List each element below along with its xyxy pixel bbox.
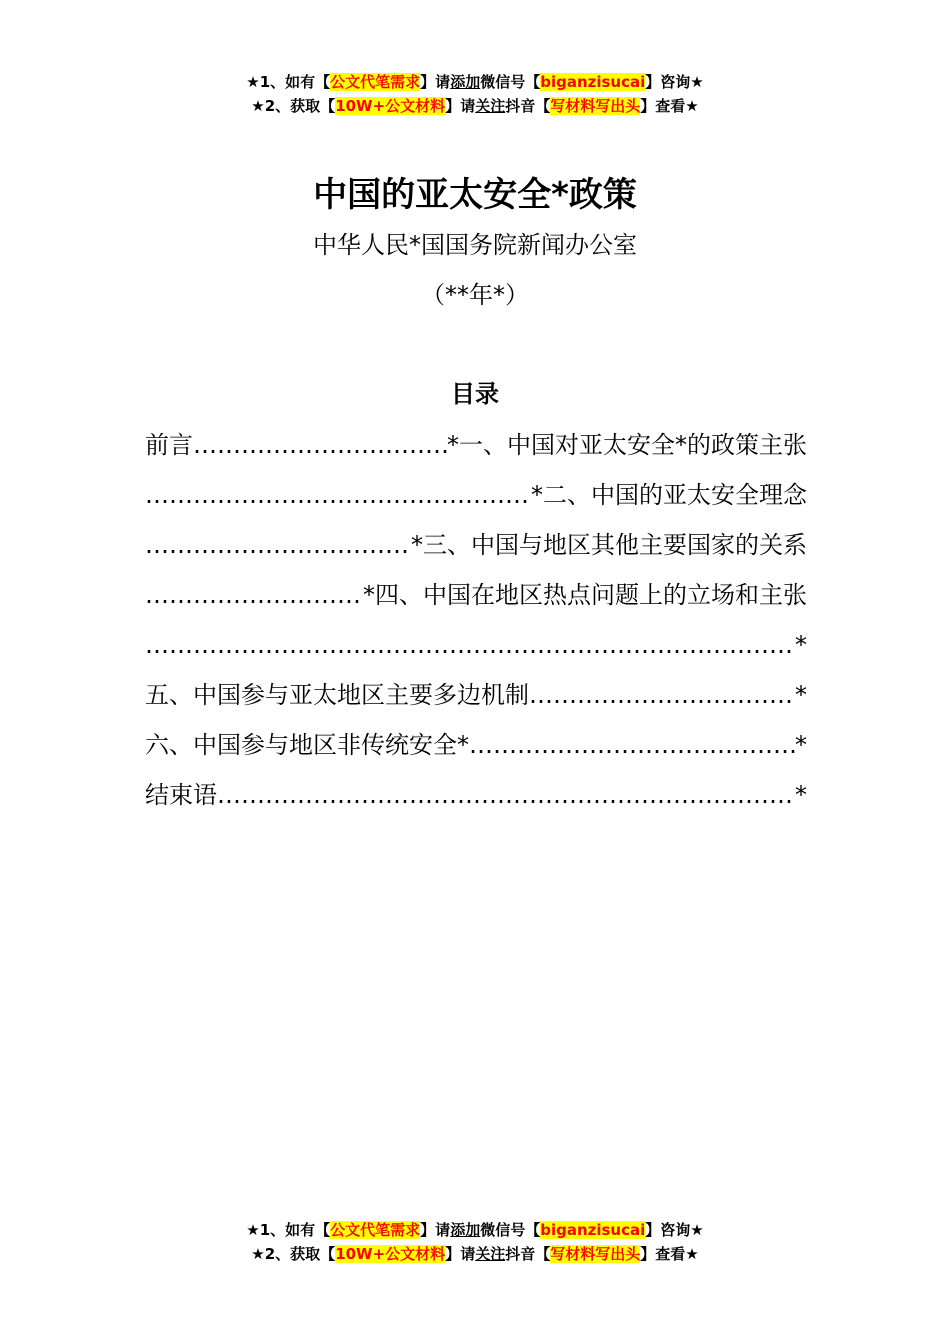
banner-wechat-id: biganzisucai	[540, 1221, 646, 1239]
header-banner	[0, 70, 950, 118]
toc-entry[interactable]: 结束语 ……………………………………………………………………………………………………………………………………………… *	[145, 770, 807, 820]
footer-banner	[0, 1218, 950, 1266]
toc-leader	[217, 770, 795, 820]
banner-line-2: ★2、获取【10W+公文材料】请关注抖音【写材料写出头】查看★	[251, 97, 699, 115]
toc-entry[interactable]: 五、中国参与亚太地区主要多边机制 ……………………………………………………………………………………………………………………………………………… *	[145, 670, 807, 720]
toc-leader	[469, 720, 795, 770]
toc-leader	[529, 670, 795, 720]
toc-leader	[193, 420, 447, 470]
banner-douyin-id: 写材料写出头	[550, 97, 641, 115]
banner-line-1: ★1、如有【公文代笔需求】请添加微信号【biganzisucai】咨询★	[246, 1221, 704, 1239]
toc-entry[interactable]: 前言 ……………………………………………………………………………………………………………………………………………… *一、中国对亚太安全*的政策主张	[145, 420, 807, 470]
banner-line-1: ★1、如有【公文代笔需求】请添加微信号【biganzisucai】咨询★	[246, 73, 704, 91]
toc-entry[interactable]: *二、中国的亚太安全理念 ………………………………………………………………………………………………………………………………………………	[145, 470, 807, 520]
table-of-contents	[145, 420, 807, 820]
toc-heading: 目录	[451, 380, 499, 408]
banner-highlight: 10W+公文材料	[335, 97, 446, 115]
toc-entry[interactable]: 六、中国参与地区非传统安全* ……………………………………………………………………………………………………………………………………………… *	[145, 720, 807, 770]
toc-entry[interactable]: *三、中国与地区其他主要国家的关系 ………………………………………………………………………………………………………………………………………………	[145, 520, 807, 570]
banner-highlight: 公文代笔需求	[330, 73, 421, 91]
banner-highlight: 10W+公文材料	[335, 1245, 446, 1263]
toc-leader	[145, 470, 531, 520]
banner-wechat-id: biganzisucai	[540, 73, 646, 91]
banner-line-2: ★2、获取【10W+公文材料】请关注抖音【写材料写出头】查看★	[251, 1245, 699, 1263]
banner-highlight: 公文代笔需求	[330, 1221, 421, 1239]
toc-leader	[145, 620, 795, 670]
toc-entry[interactable]: *四、中国在地区热点问题上的立场和主张 ………………………………………………………………………………………………………………………………………………	[145, 570, 807, 620]
document-title: 中国的亚太安全*政策	[313, 175, 637, 215]
toc-entry[interactable]: * ………………………………………………………………………………………………………………………………………………	[145, 620, 807, 670]
toc-leader	[145, 520, 411, 570]
toc-leader	[145, 570, 363, 620]
document-issuer: 中华人民*国国务院新闻办公室	[313, 231, 637, 259]
document-date: （**年*）	[421, 281, 529, 309]
banner-douyin-id: 写材料写出头	[550, 1245, 641, 1263]
